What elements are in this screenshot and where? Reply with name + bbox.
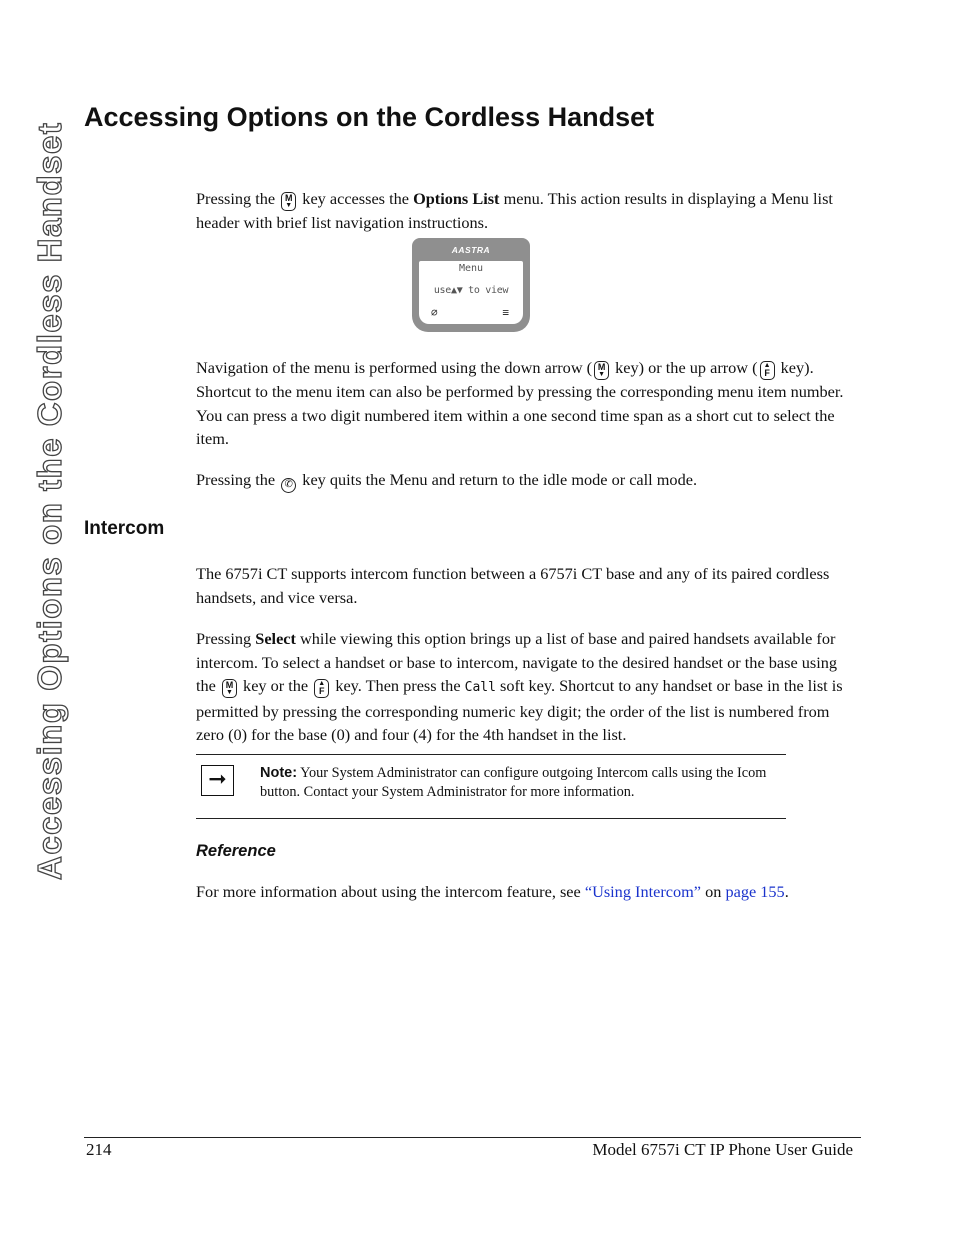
text: key) or the up arrow ( [615, 358, 758, 377]
intercom-intro-paragraph: The 6757i CT supports intercom function between a 6757i CT base and any of its paired cordless handsets, and vice versa. [196, 564, 830, 607]
section-heading-intercom: Intercom [84, 518, 165, 539]
using-intercom-link[interactable]: “Using Intercom” [584, 882, 702, 901]
subheading-reference: Reference [196, 842, 276, 860]
handset-screen [419, 261, 523, 324]
reference-paragraph [196, 880, 860, 904]
text: soft key. Shortcut to any handset or base in the list is permitted by pressing the corresponding numeric key digit; the order of the list is numbered from zero (0) for the base (0) and four (4) for the 4th handset in the list. [196, 676, 843, 744]
text: Pressing the [196, 470, 276, 489]
note-bottom-divider [196, 818, 786, 819]
text: key accesses the [302, 189, 409, 208]
text: For more information about using the intercom feature, see [196, 882, 581, 901]
quit-paragraph [196, 468, 860, 493]
text: key. Then press the [335, 676, 461, 695]
note-top-divider [196, 754, 786, 755]
intro-paragraph [196, 187, 860, 235]
up-arrow-key-icon: ▲ F [314, 679, 329, 698]
down-arrow-key-icon: M ▼ [222, 679, 237, 698]
screen-instructions: use▲▼ to view [433, 285, 509, 296]
text: key quits the Menu and return to the idle mode or call mode. [302, 470, 698, 489]
options-list-term: Options List [413, 189, 500, 208]
menu-down-key-icon: M ▼ [281, 192, 296, 211]
text: Pressing the [196, 189, 276, 208]
navigation-paragraph [196, 356, 860, 451]
screen-menu-header: Menu [458, 263, 484, 274]
brand-logo: AASTRA [451, 245, 491, 255]
softkey-left-icon: ∅ [431, 306, 438, 319]
softkey-right-icon: ≡ [502, 306, 509, 319]
guide-title: Model 6757i CT IP Phone User Guide [592, 1140, 853, 1159]
page-number: 214 [86, 1140, 112, 1159]
page-link[interactable]: page 155 [725, 882, 785, 901]
footer-divider [84, 1137, 861, 1138]
text: menu. This action results in displaying a Menu list header with brief list navigation instructions. [196, 189, 833, 232]
note-text: Your System Administrator can configure outgoing Intercom calls using the Icom button. Contact your System Administrator for more information. [260, 765, 767, 800]
call-softkey-label: Call [464, 680, 496, 695]
text: Pressing [196, 629, 252, 648]
page-title: Accessing Options on the Cordless Handset [84, 102, 655, 132]
handset-display-image [412, 238, 530, 332]
text: key or the [243, 676, 309, 695]
text: . [784, 882, 789, 901]
side-chapter-header: Accessing Options on the Cordless Handset [31, 121, 68, 880]
text: key). Shortcut to the menu item can also be performed by pressing the corresponding menu item number. You can press a two digit numbered item within a one second time span as a short cut to select the item. [196, 358, 844, 448]
text: Navigation of the menu is performed using the down arrow ( [196, 358, 593, 377]
text: while viewing this option brings up a list of base and paired handsets available for intercom. To select a handset or base to intercom, navigate to the desired handset or the base using the [196, 629, 838, 695]
text: on [705, 882, 722, 901]
select-term: Select [255, 629, 296, 648]
note-arrow-icon: ➞ [201, 765, 234, 796]
note-box [260, 764, 784, 802]
up-arrow-key-icon: ▲ F [760, 361, 775, 380]
intercom-select-paragraph [196, 627, 860, 747]
down-arrow-key-icon: M ▼ [594, 361, 609, 380]
end-call-key-icon: ✆ [281, 478, 296, 493]
note-label: Note: [260, 765, 298, 781]
